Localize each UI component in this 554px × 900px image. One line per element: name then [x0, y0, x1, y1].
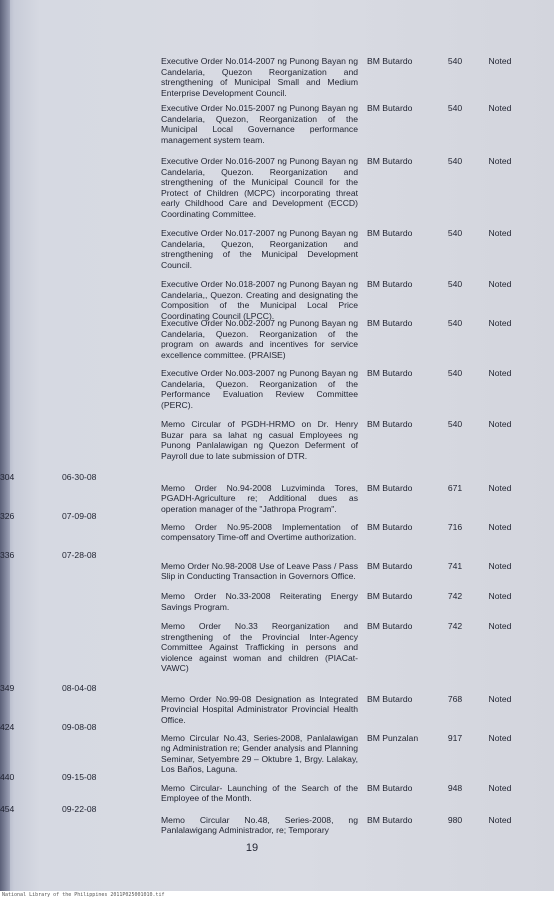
entry-number: 304	[0, 472, 15, 482]
entry-action: Noted	[488, 693, 512, 704]
entry-date: 07-28-08	[62, 550, 97, 560]
entry-description: Memo Order No.98-2008 Use of Leave Pass / Pass Slip in Conducting Transaction in Governors Office.	[161, 560, 358, 582]
entry-page: 716	[447, 521, 463, 532]
entry-number: 440	[0, 772, 15, 782]
entry-action: Noted	[488, 782, 512, 793]
entry-referred-by: BM Butardo	[367, 482, 413, 493]
entry-description: Memo Circular No.43, Series-2008, Panlalawigan ng Administration re; Gender analysis and Planning Seminar, Setyembre 29 – Oktubre 1, Brgy. Lalakay, Los Baños, Laguna.	[161, 732, 358, 775]
entry-action: Noted	[488, 56, 512, 66]
entry-page: 540	[447, 56, 463, 66]
entry-referred-by: BM Punzalan	[367, 732, 419, 743]
entry-date: 08-04-08	[62, 683, 97, 693]
entry-description: Memo Order No.99-08 Designation as Integrated Provincial Hospital Administrator Provincial Health Office.	[161, 693, 358, 725]
entry-action: Noted	[488, 560, 512, 571]
entry-page: 540	[447, 228, 463, 238]
table-row	[0, 804, 554, 836]
book-spine-shadow	[0, 0, 10, 900]
entry-referred-by: BM Butardo	[367, 228, 413, 238]
entry-referred-by: BM Butardo	[367, 279, 413, 289]
table-row	[0, 472, 554, 514]
scan-footer: National Library of the Philippines 2011P025001010.tif	[0, 891, 554, 900]
entry-description: Memo Order No.33-2008 Reiterating Energy Savings Program.	[161, 591, 358, 612]
entry-page: 980	[447, 814, 463, 825]
entry-date: 09-22-08	[62, 804, 97, 814]
entry-referred-by: BM Butardo	[367, 591, 413, 601]
entry-description: Memo Circular of PGDH-HRMO on Dr. Henry Buzar para sa lahat ng casual Employees ng Punong Panlalawigan ng Quezon Deferment of Payroll due to late submission of DTR.	[161, 419, 358, 461]
table-row	[0, 511, 554, 543]
entry-description: Executive Order No.003-2007 ng Punong Bayan ng Candelaria, Quezon. Reorganization of the Performance Evaluation Review Committee (PERC).	[161, 368, 358, 410]
entry-action: Noted	[488, 621, 512, 631]
entry-page: 741	[447, 560, 463, 571]
entry-referred-by: BM Butardo	[367, 621, 413, 631]
entry-date: 06-30-08	[62, 472, 97, 482]
entry-page: 948	[447, 782, 463, 793]
entry-action: Noted	[488, 156, 512, 166]
entry-referred-by: BM Butardo	[367, 56, 413, 66]
entry-number: 336	[0, 550, 15, 560]
entry-action: Noted	[488, 814, 512, 825]
entry-description: Executive Order No.015-2007 ng Punong Bayan ng Candelaria, Quezon, Reorganization of the Municipal Local Governance performance management system team.	[161, 103, 358, 145]
entry-referred-by: BM Butardo	[367, 368, 413, 378]
entry-description: Executive Order No.014-2007 ng Punong Bayan ng Candelaria, Quezon Reorganization and strengthening of Municipal Small and Medium Enterprise Development Council.	[161, 56, 358, 98]
table-row	[0, 683, 554, 725]
entry-action: Noted	[488, 732, 512, 743]
entry-page: 742	[447, 591, 463, 601]
entry-action: Noted	[488, 368, 512, 378]
entry-referred-by: BM Butardo	[367, 782, 413, 793]
entry-number: 424	[0, 722, 15, 732]
entry-page: 540	[447, 279, 463, 289]
entry-description: Executive Order No.017-2007 ng Punong Bayan ng Candelaria, Quezon, Reorganization and strengthening of the Municipal Development Council.	[161, 228, 358, 270]
entry-description: Memo Circular No.48, Series-2008, ng Panlalawigang Administrador, re; Temporary	[161, 814, 358, 836]
entry-page: 671	[447, 482, 463, 493]
table-row	[0, 772, 554, 804]
entry-action: Noted	[488, 279, 512, 289]
entry-referred-by: BM Butardo	[367, 814, 413, 825]
entry-page: 917	[447, 732, 463, 743]
entry-page: 540	[447, 318, 463, 328]
entry-page: 742	[447, 621, 463, 631]
entry-number: 454	[0, 804, 15, 814]
entry-action: Noted	[488, 521, 512, 532]
entry-referred-by: BM Butardo	[367, 521, 413, 532]
entry-referred-by: BM Butardo	[367, 318, 413, 328]
entry-referred-by: BM Butardo	[367, 156, 413, 166]
entry-date: 07-09-08	[62, 511, 97, 521]
entry-referred-by: BM Butardo	[367, 419, 413, 429]
entry-referred-by: BM Butardo	[367, 103, 413, 113]
entry-action: Noted	[488, 228, 512, 238]
entry-page: 540	[447, 368, 463, 378]
entry-action: Noted	[488, 482, 512, 493]
entry-description: Executive Order No.002-2007 ng Punong Bayan ng Candelaria, Quezon. Reorganization of the program on awards and incentives for service excellence committee. (PRAISE)	[161, 318, 358, 360]
entry-description: Memo Order No.33 Reorganization and strengthening of the Provincial Inter-Agency Committee Against Trafficking in persons and violence against woman and children (PIACat-VAWC)	[161, 621, 358, 674]
entry-page: 540	[447, 156, 463, 166]
entry-action: Noted	[488, 591, 512, 601]
entry-number: 349	[0, 683, 15, 693]
entry-referred-by: BM Butardo	[367, 560, 413, 571]
entry-date: 09-15-08	[62, 772, 97, 782]
entry-page: 540	[447, 103, 463, 113]
page-number: 19	[245, 842, 259, 854]
entry-date: 09-08-08	[62, 722, 97, 732]
entry-action: Noted	[488, 318, 512, 328]
entry-page: 768	[447, 693, 463, 704]
entry-number: 326	[0, 511, 15, 521]
entry-action: Noted	[488, 103, 512, 113]
entry-description: Memo Order No.94-2008 Luzviminda Tores, PGADH-Agriculture re; Additional dues as operation manager of the "Jathropa Program".	[161, 482, 358, 514]
entry-description: Memo Circular- Launching of the Search of the Employee of the Month.	[161, 782, 358, 804]
table-row	[0, 722, 554, 775]
entry-description: Executive Order No.016-2007 ng Punong Bayan ng Candelaria, Quezon. Reorganization and strengthening of the Municipal Council for the Protect of Children (MCPC) incorporating threat early Childhood Care and Development (ECCD) Coordinating Committee.	[161, 156, 358, 219]
entry-page: 540	[447, 419, 463, 429]
entry-referred-by: BM Butardo	[367, 693, 413, 704]
table-row	[0, 550, 554, 582]
entry-action: Noted	[488, 419, 512, 429]
entry-description: Memo Order No.95-2008 Implementation of compensatory Time-off and Overtime authorization.	[161, 521, 358, 543]
entry-description: Executive Order No.018-2007 ng Punong Bayan ng Candelaria,, Quezon. Creating and designating the Composition of the Municipal Local Price Coordinating Council (LPCC).	[161, 279, 358, 321]
